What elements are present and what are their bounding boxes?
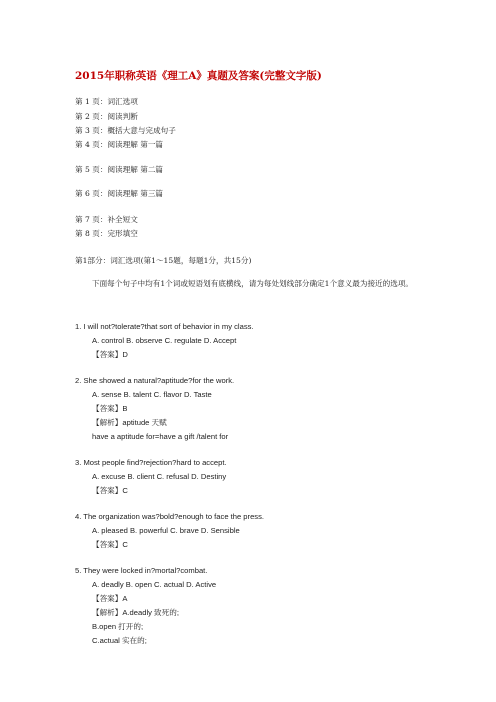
section-heading: 第1部分：词汇选项(第1～15题，每题1分，共15分) [75,256,252,265]
toc-item-1[interactable]: 第 1 页：词汇选项 [75,97,138,106]
toc-item-4[interactable]: 第 4 页：阅读理解 第一篇 [75,140,164,149]
toc-item-6[interactable]: 第 6 页：阅读理解 第三篇 [75,189,164,198]
toc-item-3[interactable]: 第 3 页：概括大意与完成句子 [75,126,176,135]
question-4-answer: 【答案】C [92,540,128,549]
question-5-note-1: 【解析】A.deadly 致死的; [92,608,179,617]
toc-item-8[interactable]: 第 8 页：完形填空 [75,229,138,238]
instruction-text: 下面每个句子中均有1个词或短语划有底横线，请为每处划线部分确定1个意义最为接近的选项。 [92,279,414,288]
question-3: 3. Most people find?rejection?hard to accept. [75,458,227,467]
question-5-note-2: B.open 打开的; [92,622,144,631]
question-5-options: A. deadly B. open C. actual D. Active [92,580,217,589]
question-4-options: A. pleased B. powerful C. brave D. Sensible [92,526,240,535]
document-title: 2015年职称英语《理工A》真题及答案(完整文字版) [75,70,322,82]
toc-item-2[interactable]: 第 2 页：阅读判断 [75,112,138,121]
toc-item-7[interactable]: 第 7 页：补全短文 [75,215,138,224]
question-2-note-1: 【解析】aptitude 天赋 [92,418,167,427]
question-5-answer: 【答案】A [92,594,128,603]
question-4: 4. The organization was?bold?enough to face the press. [75,512,264,521]
question-1-answer: 【答案】D [92,350,128,359]
toc-item-5[interactable]: 第 5 页：阅读理解 第二篇 [75,165,164,174]
question-3-answer: 【答案】C [92,486,128,495]
question-2: 2. She showed a natural?aptitude?for the work. [75,376,235,385]
question-1: 1. I will not?tolerate?that sort of behavior in my class. [75,322,254,331]
question-2-note-2: have a aptitude for=have a gift /talent for [92,432,229,441]
question-5: 5. They were locked in?mortal?combat. [75,566,208,575]
question-2-options: A. sense B. talent C. flavor D. Taste [92,390,212,399]
question-2-answer: 【答案】B [92,404,128,413]
question-1-options: A. control B. observe C. regulate D. Accept [92,336,237,345]
question-5-note-3: C.actual 实在的; [92,636,147,645]
question-3-options: A. excuse B. client C. refusal D. Destiny [92,472,227,481]
